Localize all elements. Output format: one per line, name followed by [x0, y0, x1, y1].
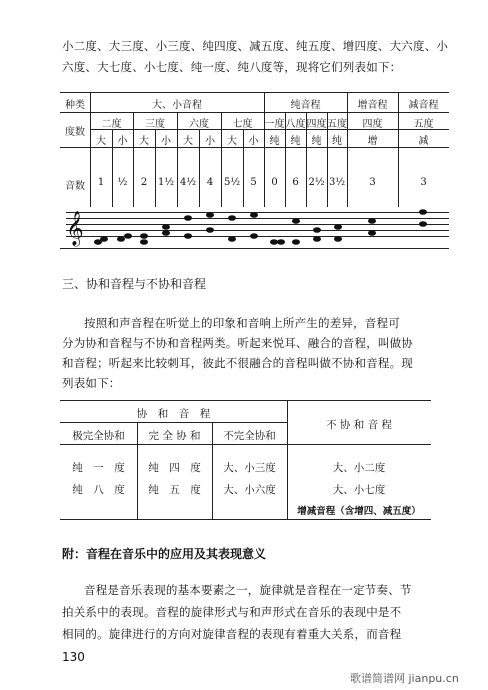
consonance-table — [60, 400, 431, 520]
sub-label: 纯 — [311, 136, 322, 147]
degree-5: 五度 — [327, 119, 347, 130]
degree-7: 七度 — [232, 119, 253, 130]
header-consonant: 协 和 音 程 — [136, 408, 211, 420]
header-diminished: 减音程 — [408, 100, 439, 111]
degree-aug-4: 四度 — [362, 119, 383, 130]
step-value: 5 — [250, 177, 257, 188]
section-paragraph-line: 列表如下： — [62, 376, 121, 390]
appendix-paragraph-line: 音程是音乐表现的基本要素之一，旋律就是音程在一定节奏、节 — [84, 583, 412, 597]
perfect-consonance-item: 纯 一 度 — [72, 462, 125, 474]
degree-1: 一度 — [264, 119, 285, 130]
sub-label: 大 — [96, 136, 106, 147]
step-value: 4 — [206, 177, 214, 188]
degree-dim-5: 五度 — [413, 119, 434, 130]
header-augmented: 增音程 — [357, 100, 388, 111]
sub-label: 小 — [161, 136, 171, 147]
step-value: 3 — [369, 177, 376, 188]
degree-6: 六度 — [189, 119, 209, 130]
degree-3: 三度 — [145, 119, 165, 130]
page-number: 130 — [62, 650, 85, 664]
imperfect-consonance-item: 大、小六度 — [223, 484, 276, 496]
header-complete-consonance: 完 全 协 和 — [148, 430, 201, 442]
dissonant-item: 大、小七度 — [332, 484, 386, 496]
header-perfect: 纯音程 — [290, 100, 321, 111]
dissonant-item: 大、小二度 — [332, 462, 386, 474]
degree-2: 二度 — [101, 119, 122, 130]
step-value: ½ — [117, 177, 128, 188]
section-paragraph-line: 按照和声音程在听觉上的印象和音响上所产生的差异，音程可 — [84, 316, 400, 330]
section-paragraph-line: 分为协和音程与不协和音程两类。听起来悦耳、融合的音程，叫做协 — [62, 336, 413, 350]
header-dissonant: 不 协 和 音 程 — [326, 419, 392, 431]
sub-label: 纯 — [290, 136, 301, 147]
header-steps: 音数 — [65, 181, 85, 192]
sub-label: 纯 — [332, 136, 342, 147]
step-value: 1 — [97, 177, 105, 188]
degree-8: 八度 — [285, 119, 306, 130]
perfect-consonance-item: 纯 八 度 — [72, 484, 125, 496]
step-value: 0 — [271, 177, 278, 188]
section-paragraph-line: 和音程；听起来比较刺耳，彼此不很融合的音程叫做不协和音程。现 — [62, 356, 413, 370]
complete-consonance-item: 纯 五 度 — [148, 484, 201, 496]
complete-consonance-item: 纯 四 度 — [148, 462, 201, 474]
step-value: 1½ — [157, 177, 175, 188]
sub-label: 小 — [205, 136, 215, 147]
sub-label: 纯 — [269, 136, 280, 147]
intro-line-2: 六度、大七度、小七度、纯一度、纯八度等，现将它们列表如下： — [62, 60, 402, 74]
appendix-paragraph-line: 拍关系中的表现。音程的旋律形式与和声形式在音乐的表现中是不 — [62, 605, 402, 619]
step-value: 3 — [420, 177, 427, 188]
treble-clef-icon: 𝄞 — [66, 211, 84, 246]
section-title: 三、协和音程与不协和音程 — [62, 277, 207, 291]
sub-label: 大 — [227, 136, 237, 147]
degree-4: 四度 — [306, 119, 327, 130]
imperfect-consonance-item: 大、小三度 — [223, 462, 276, 474]
interval-table — [60, 92, 449, 249]
step-value: 2½ — [308, 177, 325, 188]
sub-label: 大 — [139, 136, 149, 147]
step-value: 5½ — [223, 177, 241, 188]
step-value: 4½ — [179, 177, 197, 188]
header-major-minor: 大、小音程 — [152, 100, 202, 111]
appendix-title: 附：音程在音乐中的应用及其表现意义 — [62, 547, 267, 561]
watermark: 歌谱简谱网 jianpu.cn — [350, 672, 459, 685]
sub-label: 大 — [183, 136, 193, 147]
appendix-paragraph-line: 相同的。旋律进行的方向对旋律音程的表现有着重大关系，而音程 — [62, 627, 402, 641]
sub-label: 小 — [117, 136, 128, 147]
header-imperfect-consonance: 不完全协和 — [223, 430, 276, 442]
intro-line-1: 小二度、大三度、小三度、纯四度、减五度、纯五度、增四度、大六度、小 — [62, 39, 449, 53]
dissonant-item: 增减音程（含增四、减五度） — [297, 506, 421, 517]
sub-label: 增 — [367, 136, 378, 147]
sub-label: 减 — [418, 136, 429, 147]
sub-label: 小 — [248, 136, 259, 147]
step-value: 6 — [292, 177, 299, 188]
step-value: 2 — [140, 177, 148, 188]
step-value: 3½ — [328, 177, 346, 188]
header-type: 种类 — [65, 100, 85, 111]
header-perfect-consonance: 极完全协和 — [72, 430, 125, 442]
header-degree: 度数 — [65, 127, 85, 138]
